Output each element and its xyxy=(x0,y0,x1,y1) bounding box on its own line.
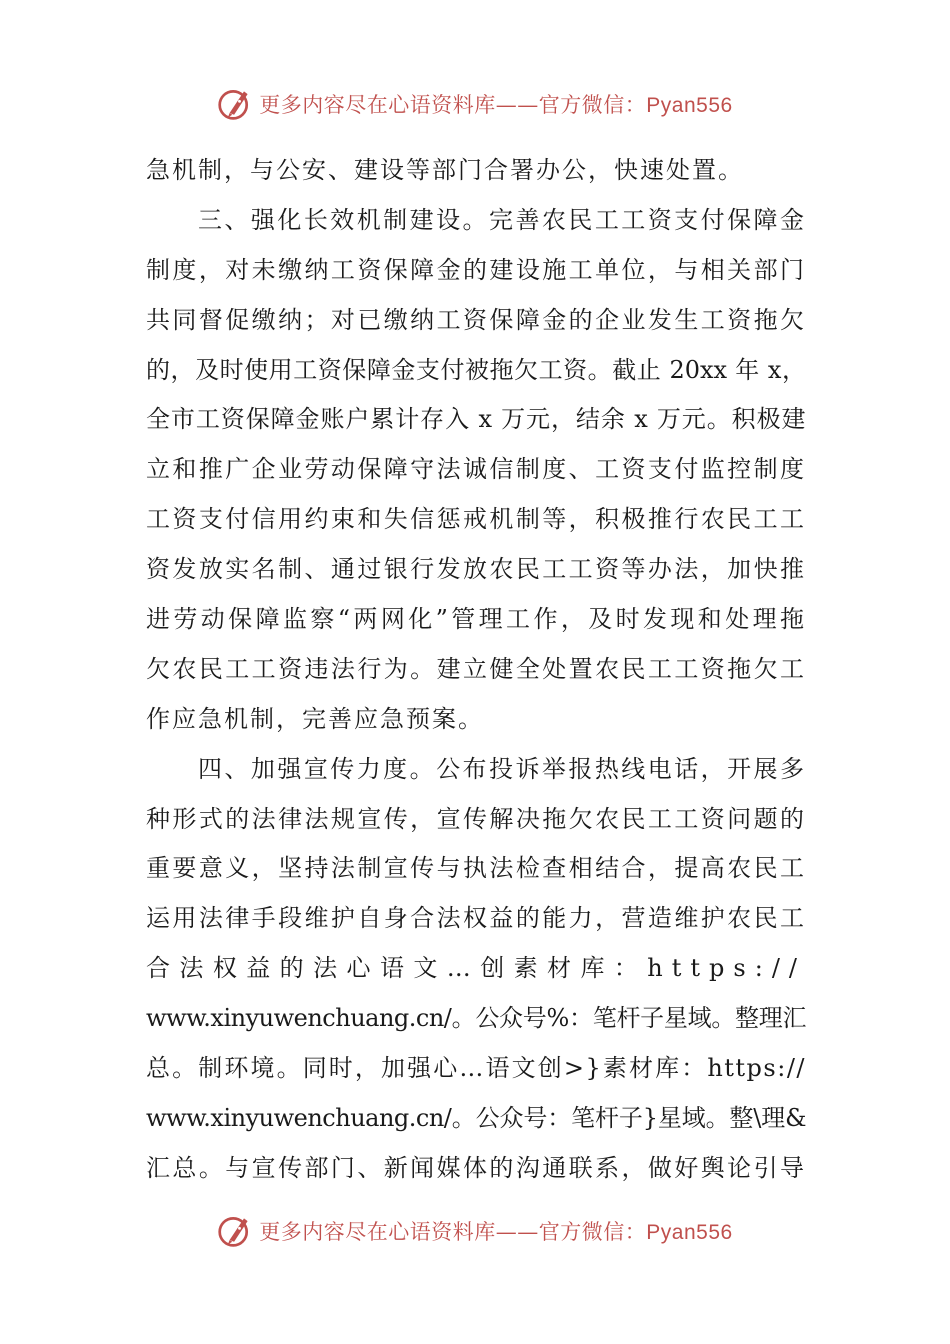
body-line: 欠农民工工资违法行为。建立健全处置农民工工资拖欠工 xyxy=(146,654,806,683)
body-line: 进劳动保障监察“两网化”管理工作，及时发现和处理拖 xyxy=(146,605,806,634)
banner-wechat-id: Pyan556 xyxy=(646,94,733,117)
banner-title: 更多内容尽在心语资料库 xyxy=(259,93,496,117)
body-line: 全市工资保障金账户累计存入 x 万元，结余 x 万元。积极建 xyxy=(146,405,806,434)
banner-text xyxy=(259,1216,732,1246)
body-line: 合法权益的法心语文…创素材库：https:// xyxy=(146,954,806,983)
footer-banner xyxy=(0,1209,950,1253)
body-line: 制度，对未缴纳工资保障金的建设施工单位，与相关部门 xyxy=(146,255,806,284)
banner-wechat-label: 官方微信： xyxy=(538,93,647,117)
banner-title: 更多内容尽在心语资料库 xyxy=(259,1220,496,1244)
body-line: 立和推广企业劳动保障守法诚信制度、工资支付监控制度 xyxy=(146,455,806,484)
pen-nib-circle-icon xyxy=(217,86,253,122)
body-line: 资发放实名制、通过银行发放农民工工资等办法，加快推 xyxy=(146,555,806,584)
banner-dash: —— xyxy=(495,1220,539,1244)
body-line: 急机制，与公安、建设等部门合署办公，快速处置。 xyxy=(146,156,744,184)
body-line: www.xinyuwenchuang.cn/。公众号：笔杆子}星域。整\理& xyxy=(146,1103,806,1132)
body-line: 运用法律手段维护自身合法权益的能力，营造维护农民工 xyxy=(146,904,806,933)
body-line: 汇总。与宣传部门、新闻媒体的沟通联系，做好舆论引导 xyxy=(146,1153,806,1182)
body-line: 种形式的法律法规宣传，宣传解决拖欠农民工工资问题的 xyxy=(146,804,806,833)
body-line: 工资支付信用约束和失信惩戒机制等，积极推行农民工工 xyxy=(146,505,806,534)
body-line: 共同督促缴纳；对已缴纳工资保障金的企业发生工资拖欠 xyxy=(146,305,806,334)
banner-wechat-label: 官方微信： xyxy=(538,1220,647,1244)
banner-dash: —— xyxy=(495,93,539,117)
body-line: 作应急机制，完善应急预案。 xyxy=(146,704,484,733)
body-line: www.xinyuwenchuang.cn/。公众号%：笔杆子星域。整理汇 xyxy=(146,1004,806,1033)
body-line: 四、加强宣传力度。公布投诉举报热线电话，开展多 xyxy=(198,754,806,783)
banner-text xyxy=(259,89,732,119)
banner-wechat-id: Pyan556 xyxy=(646,1221,733,1244)
body-line: 总。制环境。同时，加强心…语文创>}素材库：https:// xyxy=(146,1054,806,1083)
body-line: 的，及时使用工资保障金支付被拖欠工资。截止 20xx 年 x， xyxy=(146,355,806,384)
body-line: 三、强化长效机制建设。完善农民工工资支付保障金 xyxy=(198,205,806,234)
header-banner xyxy=(0,82,950,126)
pen-nib-circle-icon xyxy=(217,1213,253,1249)
body-line: 重要意义，坚持法制宣传与执法检查相结合，提高农民工 xyxy=(146,854,806,883)
document-body xyxy=(146,146,806,1194)
